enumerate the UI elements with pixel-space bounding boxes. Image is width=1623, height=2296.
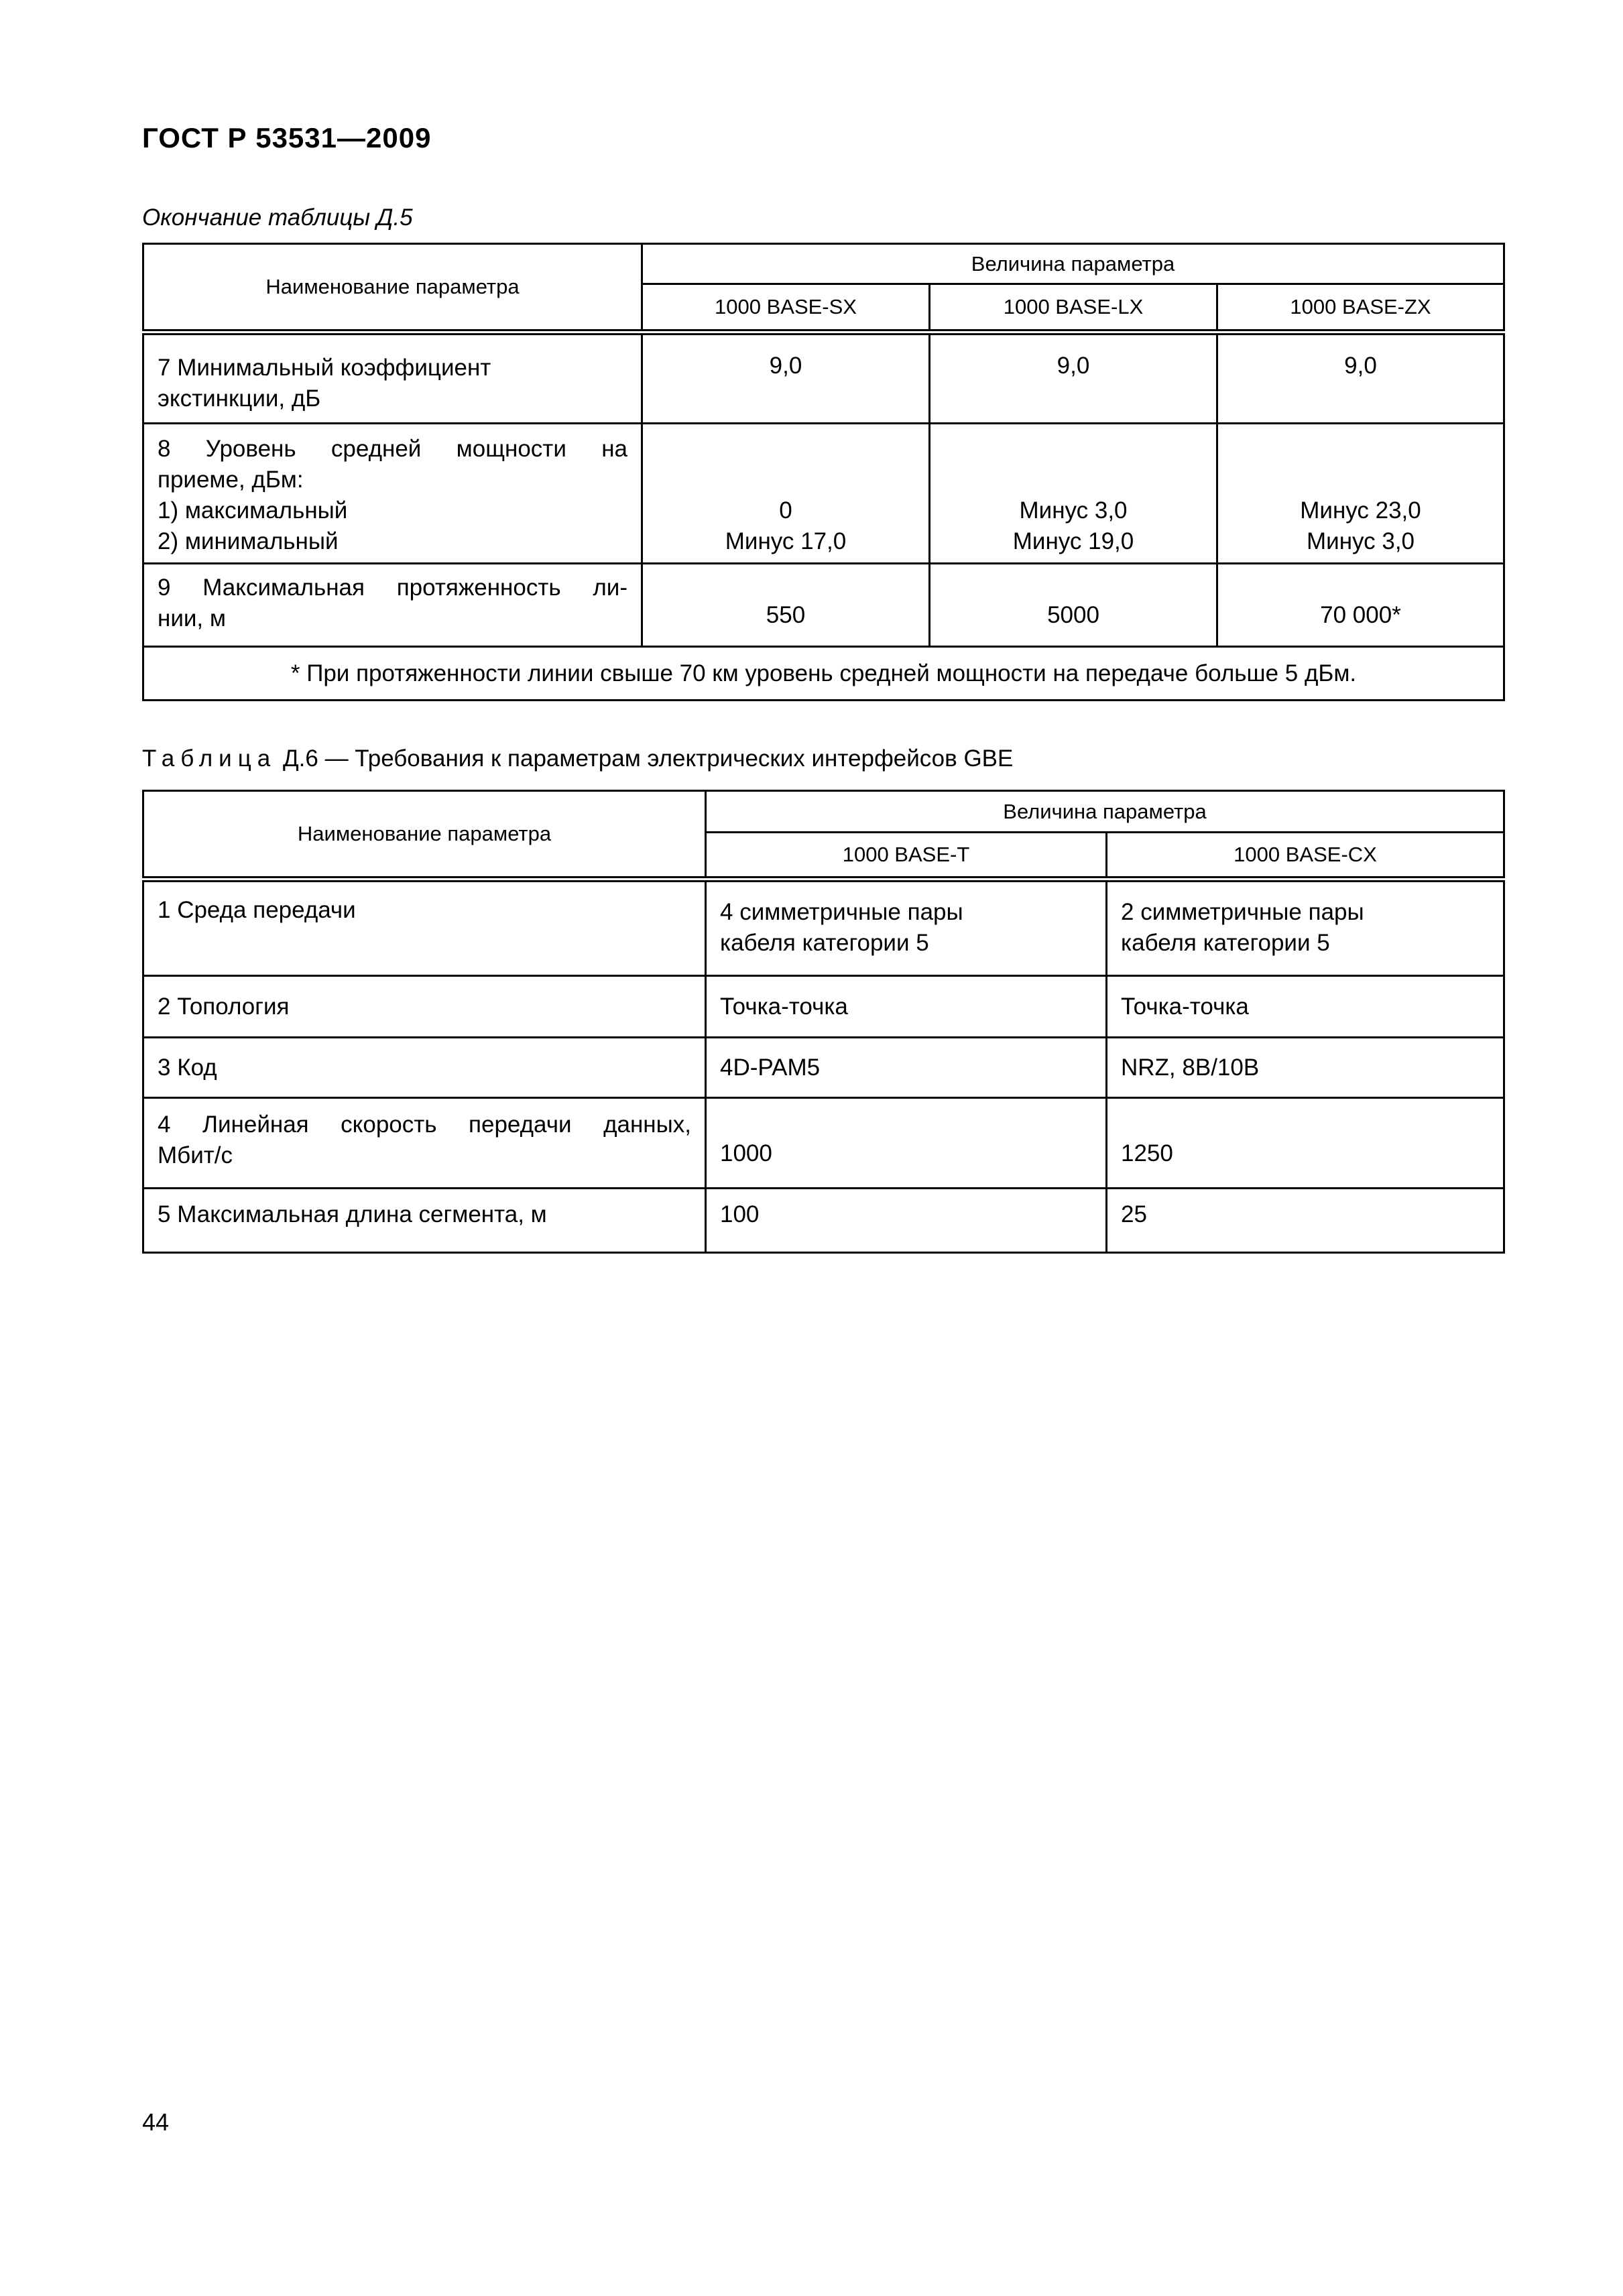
cell-value: 70 000* bbox=[1217, 564, 1504, 647]
table-row bbox=[143, 976, 1504, 1038]
row-name: 9 Максимальная протяженность ли- нии, м bbox=[143, 564, 642, 647]
cell-value: 2 симметричные пары кабеля категории 5 bbox=[1107, 880, 1504, 976]
row-name: 7 Минимальный коэффициент экстинкции, дБ bbox=[143, 333, 642, 424]
table-row bbox=[143, 1038, 1504, 1098]
cell-value: Точка-точка bbox=[1107, 976, 1504, 1038]
row-name: 2 Топология bbox=[143, 976, 706, 1038]
table-5-header-col: 1000 BASE-SX bbox=[642, 284, 930, 333]
table-5-header-param: Наименование параметра bbox=[143, 244, 642, 333]
table-row bbox=[143, 1098, 1504, 1189]
table-row bbox=[143, 880, 1504, 976]
table-row bbox=[143, 333, 1504, 424]
cell-value: 100 bbox=[706, 1189, 1107, 1253]
cell-value: 4D-PAM5 bbox=[706, 1038, 1107, 1098]
cell-value: Минус 3,0 Минус 19,0 bbox=[930, 424, 1217, 564]
cell-value: Точка-точка bbox=[706, 976, 1107, 1038]
table-6-header-col: 1000 BASE-CX bbox=[1107, 833, 1504, 880]
cell-value: 9,0 bbox=[930, 333, 1217, 424]
cell-value: Минус 23,0 Минус 3,0 bbox=[1217, 424, 1504, 564]
table-6-header-col: 1000 BASE-T bbox=[706, 833, 1107, 880]
table-6 bbox=[142, 790, 1505, 1254]
table-row bbox=[143, 564, 1504, 647]
row-name: 3 Код bbox=[143, 1038, 706, 1098]
table-5 bbox=[142, 243, 1505, 701]
cell-value: 9,0 bbox=[1217, 333, 1504, 424]
cell-value: 550 bbox=[642, 564, 930, 647]
cell-value: 0 Минус 17,0 bbox=[642, 424, 930, 564]
row-name: 4 Линейная скорость передачи данных, Мбит/с bbox=[143, 1098, 706, 1189]
document-header: ГОСТ Р 53531—2009 bbox=[142, 122, 432, 154]
cell-value: 5000 bbox=[930, 564, 1217, 647]
row-name: 8 Уровень средней мощности на приеме, дБм: 1) максимальный 2) минимальный bbox=[143, 424, 642, 564]
table-6-header-param: Наименование параметра bbox=[143, 791, 706, 880]
table-row bbox=[143, 1189, 1504, 1253]
table-5-header-value: Величина параметра bbox=[642, 244, 1504, 284]
table-6-header-value: Величина параметра bbox=[706, 791, 1504, 833]
cell-value: 4 симметричные пары кабеля категории 5 bbox=[706, 880, 1107, 976]
cell-value: NRZ, 8B/10B bbox=[1107, 1038, 1504, 1098]
cell-value: 25 bbox=[1107, 1189, 1504, 1253]
cell-value: 1250 bbox=[1107, 1098, 1504, 1189]
cell-value: 9,0 bbox=[642, 333, 930, 424]
table-5-header-col: 1000 BASE-LX bbox=[930, 284, 1217, 333]
table-5-header-col: 1000 BASE-ZX bbox=[1217, 284, 1504, 333]
row-name: 1 Среда передачи bbox=[143, 880, 706, 976]
cell-value: 1000 bbox=[706, 1098, 1107, 1189]
row-name: 5 Максимальная длина сегмента, м bbox=[143, 1189, 706, 1253]
page-number: 44 bbox=[142, 2108, 170, 2136]
table-6-caption: Таблица Д.6 — Требования к параметрам электрических интерфейсов GBE bbox=[142, 745, 1014, 772]
table-row bbox=[143, 424, 1504, 564]
table-5-footnote: * При протяженности линии свыше 70 км уровень средней мощности на передаче больше 5 дБм. bbox=[143, 647, 1504, 701]
table-5-caption: Окончание таблицы Д.5 bbox=[142, 204, 413, 231]
